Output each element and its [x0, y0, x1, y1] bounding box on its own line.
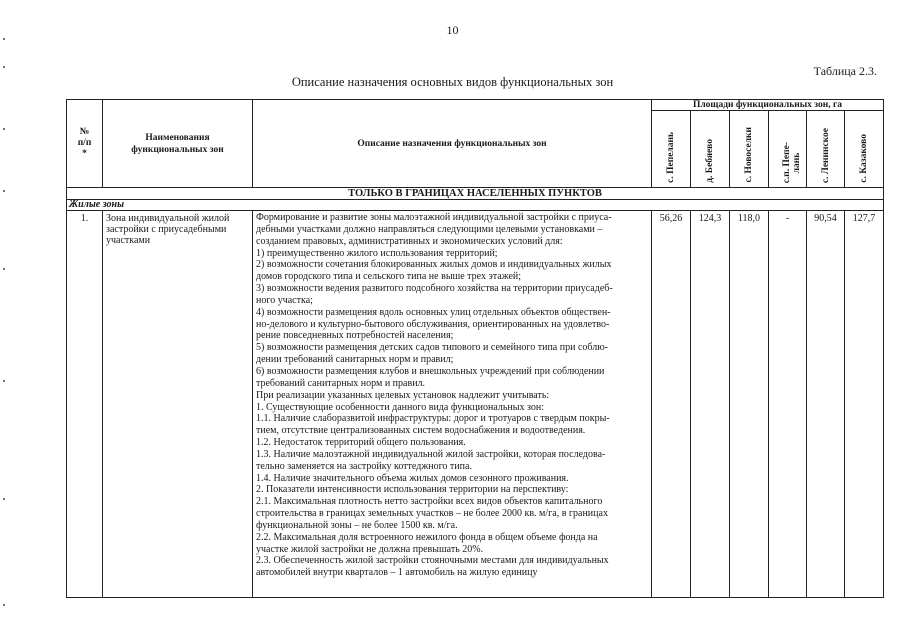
area-value-leninskoe: 90,54 — [807, 211, 845, 598]
row-number: 1. — [67, 211, 103, 598]
header-settlement-bebyaevo: д. Бебяево — [691, 111, 730, 188]
section-heading: ТОЛЬКО В ГРАНИЦАХ НАСЕЛЕННЫХ ПУНКТОВ — [67, 188, 884, 200]
header-zone-name: Наименования функциональных зон — [103, 100, 253, 188]
table-caption: Описание назначения основных видов функциональных зон — [291, 75, 614, 89]
area-value-bebyaevo: 124,3 — [691, 211, 730, 598]
header-description: Описание назначения функциональных зон — [253, 100, 652, 188]
table-row — [67, 211, 884, 598]
page-number: 10 — [446, 23, 459, 37]
header-number: № п/п * — [67, 100, 103, 188]
functional-zones-table — [66, 99, 884, 598]
area-value-novoselki: 118,0 — [730, 211, 769, 598]
zone-name: Зона индивидуальной жилой застройки с приусадебными участками — [103, 211, 253, 598]
subsection-heading: Жилые зоны — [67, 200, 884, 211]
header-settlement-sp-pepelan: с.п. Пепе- лань — [769, 111, 807, 188]
zone-description: Формирование и развитие зоны малоэтажной индивидуальной застройки с приуса- дебными участками должно направляться следующими целевыми установками – созданием правовых, административных и экономических условий для: 1) преимущественно жилого использования территорий; 2) возможности сочетания блокированных жилых домов и индивидуальных жилых домов городского типа и сельского типа не выше трех этажей; 3) возможности ведения развитого подсобного хозяйства на территории приусадеб- ного участка; 4) возможности размещения вдоль основных улиц отдельных объектов обществен- но-делового и культурно-бытового обслуживания, ориентированных на удовлетво- рение повседневных потребностей населения; 5) возможности размещения детских садов типового и семейного типа при соблю- дении требований санитарных норм и правил; 6) возможности размещения клубов и внешкольных учреждений при соблюдении требований санитарных норм и правил. При реализации указанных целевых установок надлежит учитывать: 1. Существующие особенности данного вида функциональных зон: 1.1. Наличие слаборазвитой инфраструктуры: дорог и тротуаров с твердым покры- тием, отсутствие централизованных систем водоснабжения и водоотведения. 1.2. Недостаток территорий общего пользования. 1.3. Наличие малоэтажной индивидуальной жилой застройки, которая последова- тельно заменяется на застройку коттеджного типа. 1.4. Наличие значительного объема жилых домов сезонного проживания. 2. Показатели интенсивности использования территории на перспективу: 2.1. Максимальная плотность нетто застройки всех видов объектов капитального строительства в границах земельных участков – не более 2000 кв. м/га, в границах функциональной зоны – не более 1500 кв. м/га. 2.2. Максимальная доля встроенного нежилого фонда в общем объеме фонда на участке жилой застройки не должна превышать 20%. 2.3. Обеспеченность жилой застройки стояночными местами для индивидуальных автомобилей внутри кварталов – 1 автомобиль на жилую единицу — [253, 211, 652, 598]
header-settlement-kazakovo: с. Казаково — [845, 111, 884, 188]
header-settlement-pepelan: с. Пепелань — [652, 111, 691, 188]
area-value-sp-pepelan: - — [769, 211, 807, 598]
header-settlement-novoselki: с. Новоселки — [730, 111, 769, 188]
area-value-pepelan: 56,26 — [652, 211, 691, 598]
header-settlement-leninskoe: с. Ленинское — [807, 111, 845, 188]
area-value-kazakovo: 127,7 — [845, 211, 884, 598]
table-reference: Таблица 2.3. — [813, 64, 877, 78]
header-areas: Площади функциональных зон, га — [652, 100, 884, 111]
